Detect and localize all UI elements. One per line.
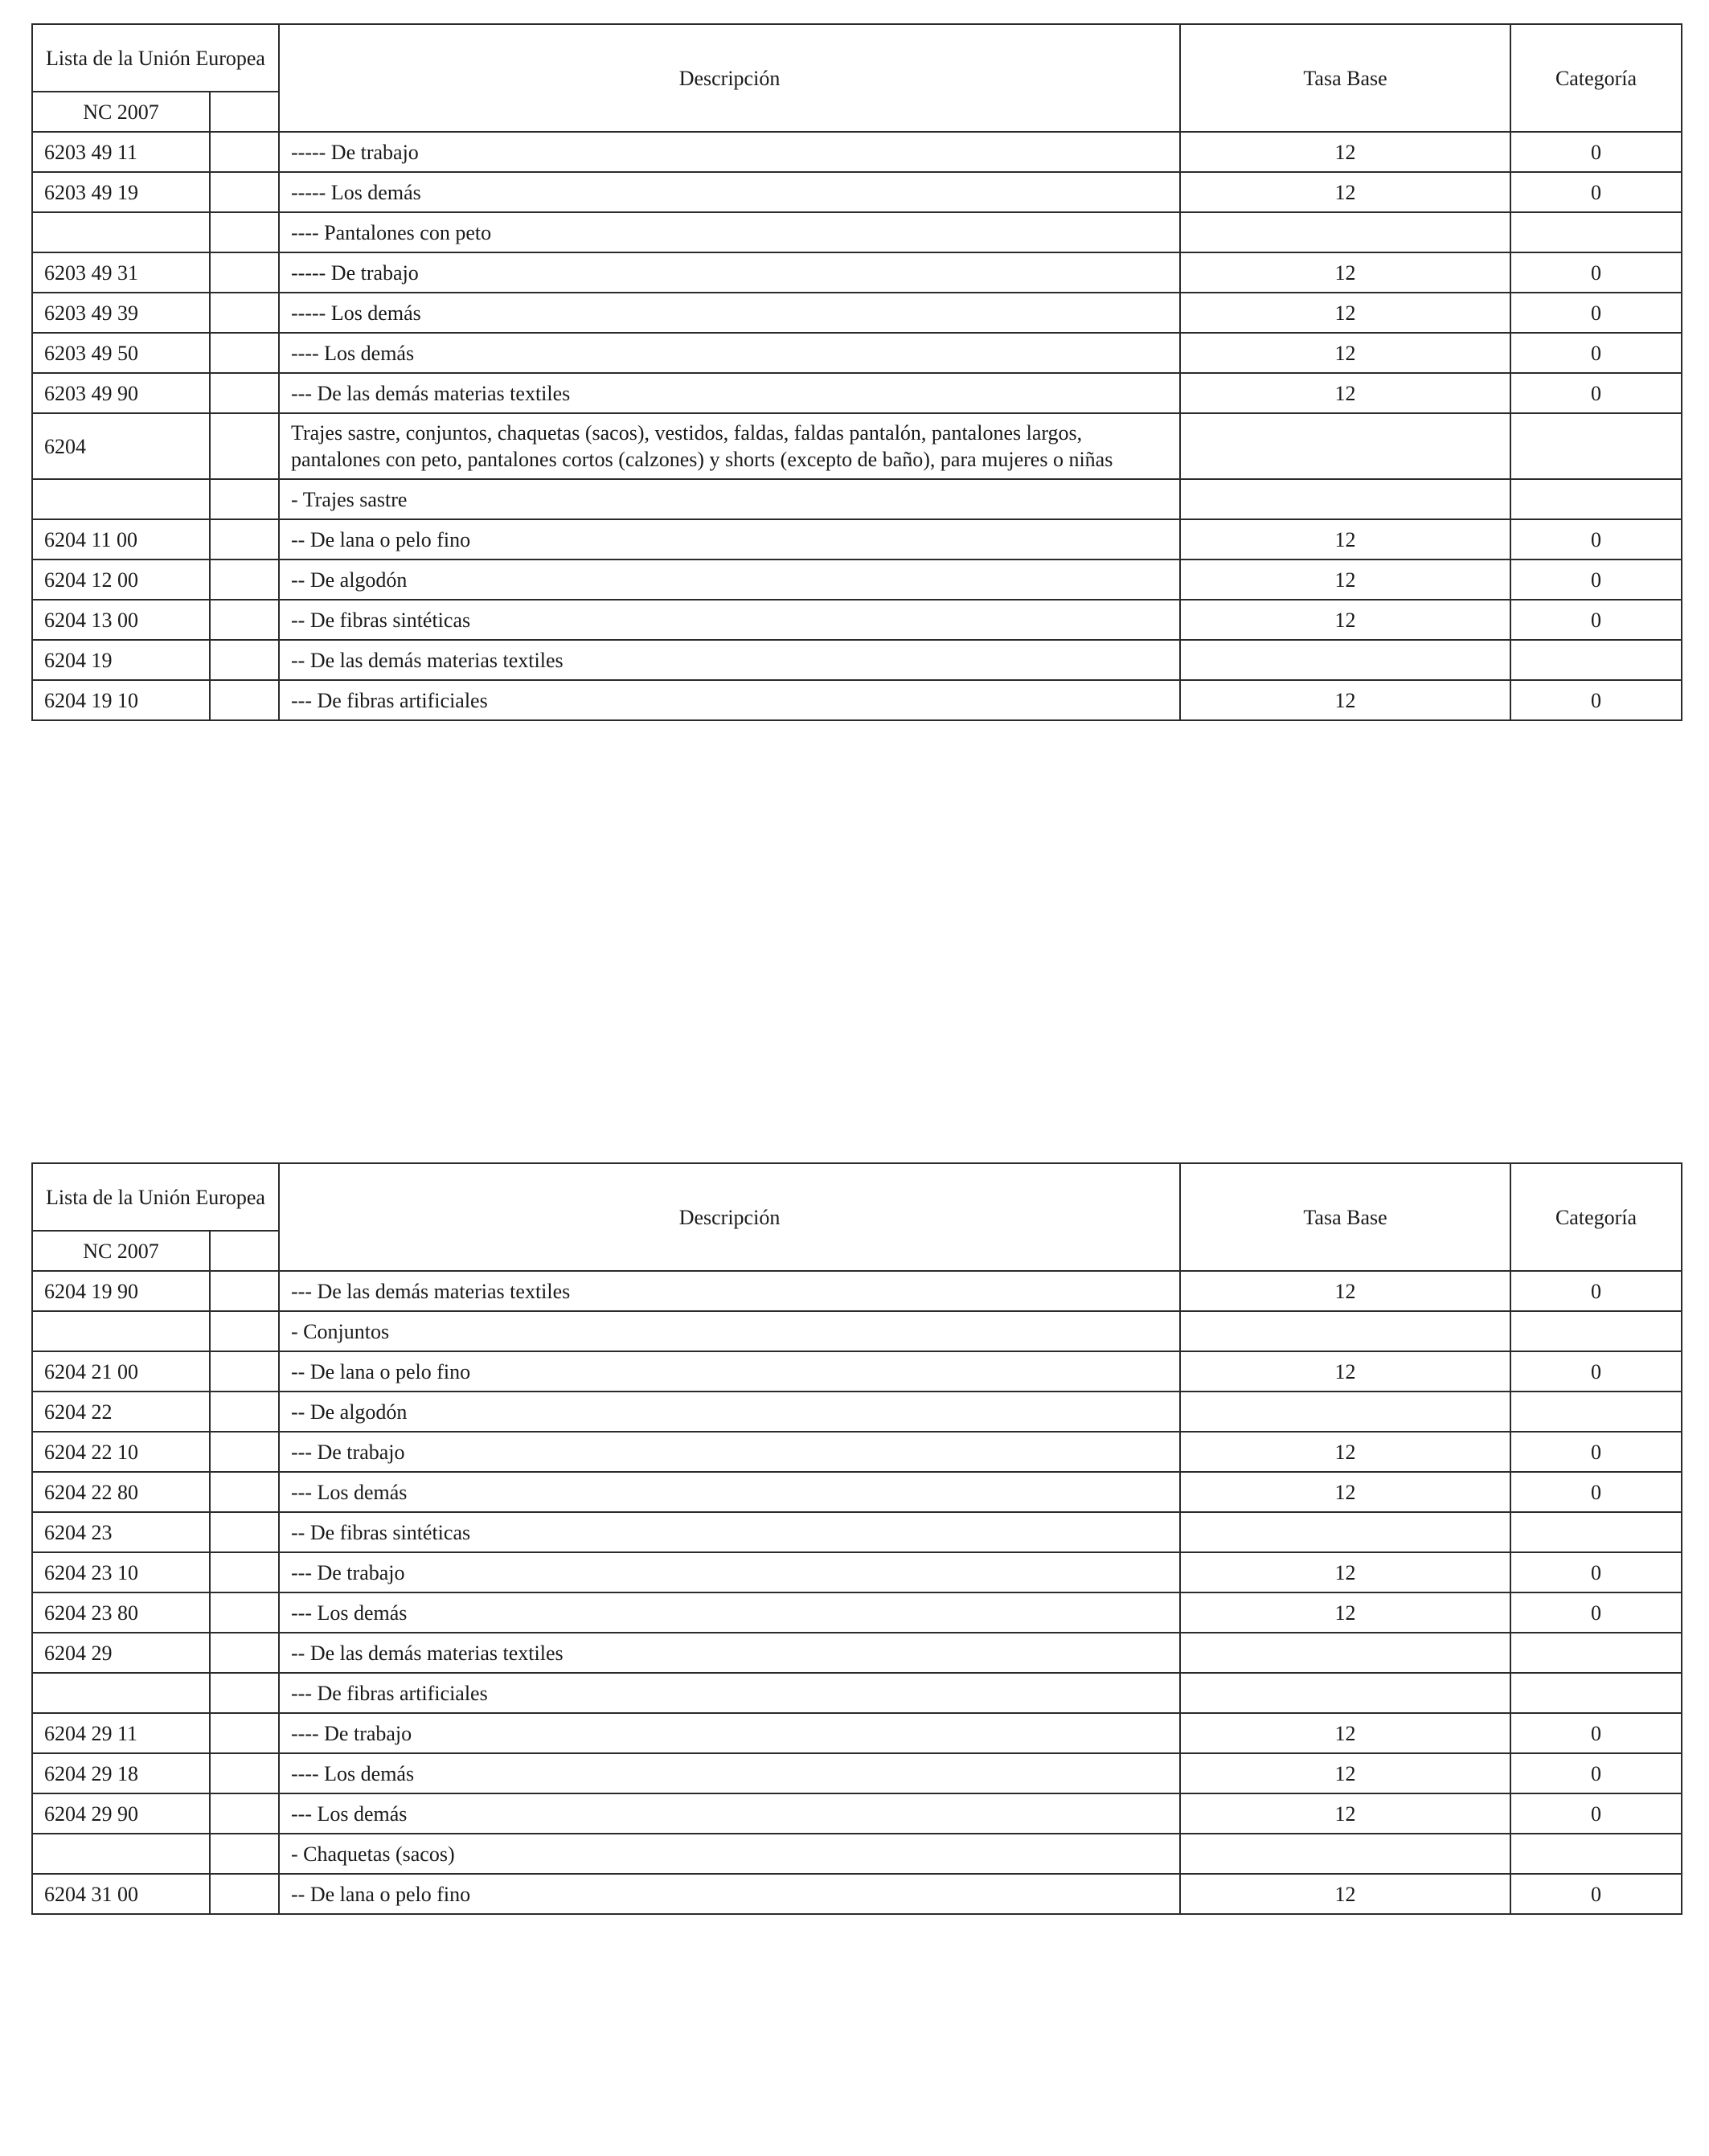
table-row: [32, 373, 1682, 413]
base-rate-cell: [1180, 1311, 1510, 1351]
description-cell: --- Los demás: [279, 1592, 1180, 1633]
table-row: [32, 1392, 1682, 1432]
description-cell: ---- Los demás: [279, 333, 1180, 373]
code-cell: 6204 23 10: [32, 1552, 210, 1592]
description-cell: -- De algodón: [279, 559, 1180, 600]
description-cell: -- De fibras sintéticas: [279, 600, 1180, 640]
base-rate-cell: 12: [1180, 1793, 1510, 1834]
code-cell: 6203 49 90: [32, 373, 210, 413]
base-rate-cell: 12: [1180, 680, 1510, 720]
tariff-table-2: [31, 1162, 1682, 1915]
blank-cell: [210, 600, 279, 640]
description-cell: -- De las demás materias textiles: [279, 640, 1180, 680]
code-cell: 6204 19: [32, 640, 210, 680]
table-row: [32, 1834, 1682, 1874]
header-row: [32, 24, 1682, 92]
table-row: [32, 1271, 1682, 1311]
category-cell: 0: [1510, 559, 1682, 600]
base-rate-cell: [1180, 1673, 1510, 1713]
header-row: [32, 1163, 1682, 1231]
category-cell: 0: [1510, 172, 1682, 212]
header-nc-2007: NC 2007: [32, 92, 210, 132]
table-row: [32, 1673, 1682, 1713]
blank-cell: [210, 212, 279, 252]
table-row: [32, 172, 1682, 212]
description-cell: --- De fibras artificiales: [279, 1673, 1180, 1713]
blank-cell: [210, 132, 279, 172]
code-cell: [32, 1834, 210, 1874]
base-rate-cell: 12: [1180, 252, 1510, 293]
base-rate-cell: [1180, 479, 1510, 519]
table-row: [32, 1472, 1682, 1512]
category-cell: 0: [1510, 132, 1682, 172]
table-row: [32, 1793, 1682, 1834]
base-rate-cell: 12: [1180, 1271, 1510, 1311]
description-cell: --- De trabajo: [279, 1552, 1180, 1592]
blank-cell: [210, 559, 279, 600]
header-blank-cell: [210, 1231, 279, 1271]
header-base-rate: Tasa Base: [1180, 24, 1510, 132]
blank-cell: [210, 172, 279, 212]
category-cell: [1510, 1392, 1682, 1432]
description-cell: ----- Los demás: [279, 293, 1180, 333]
blank-cell: [210, 1351, 279, 1392]
table-row: [32, 132, 1682, 172]
blank-cell: [210, 1874, 279, 1914]
code-cell: 6204 22 10: [32, 1432, 210, 1472]
code-cell: 6204 22 80: [32, 1472, 210, 1512]
category-cell: 0: [1510, 1552, 1682, 1592]
blank-cell: [210, 1271, 279, 1311]
category-cell: [1510, 1633, 1682, 1673]
base-rate-cell: 12: [1180, 1472, 1510, 1512]
blank-cell: [210, 333, 279, 373]
base-rate-cell: [1180, 640, 1510, 680]
blank-cell: [210, 1512, 279, 1552]
category-cell: [1510, 1673, 1682, 1713]
blank-cell: [210, 640, 279, 680]
header-blank-cell: [210, 92, 279, 132]
code-cell: 6204 23: [32, 1512, 210, 1552]
category-cell: 0: [1510, 1713, 1682, 1753]
category-cell: [1510, 1311, 1682, 1351]
description-cell: -- De lana o pelo fino: [279, 1874, 1180, 1914]
base-rate-cell: 12: [1180, 1874, 1510, 1914]
base-rate-cell: 12: [1180, 1432, 1510, 1472]
base-rate-cell: 12: [1180, 333, 1510, 373]
code-cell: 6203 49 39: [32, 293, 210, 333]
table-row: [32, 1753, 1682, 1793]
code-cell: 6204 21 00: [32, 1351, 210, 1392]
blank-cell: [210, 1713, 279, 1753]
description-cell: ---- Pantalones con peto: [279, 212, 1180, 252]
category-cell: 0: [1510, 1874, 1682, 1914]
code-cell: 6204 19 90: [32, 1271, 210, 1311]
code-cell: [32, 1311, 210, 1351]
code-cell: 6203 49 31: [32, 252, 210, 293]
header-description: Descripción: [279, 24, 1180, 132]
base-rate-cell: [1180, 1512, 1510, 1552]
blank-cell: [210, 413, 279, 479]
base-rate-cell: 12: [1180, 1351, 1510, 1392]
base-rate-cell: [1180, 1633, 1510, 1673]
base-rate-cell: [1180, 212, 1510, 252]
category-cell: 0: [1510, 680, 1682, 720]
blank-cell: [210, 479, 279, 519]
blank-cell: [210, 1753, 279, 1793]
category-cell: 0: [1510, 1753, 1682, 1793]
table-row: [32, 1552, 1682, 1592]
header-category: Categoría: [1510, 1163, 1682, 1271]
blank-cell: [210, 1673, 279, 1713]
category-cell: 0: [1510, 1793, 1682, 1834]
code-cell: 6204 29: [32, 1633, 210, 1673]
description-cell: --- Los demás: [279, 1793, 1180, 1834]
table-row: [32, 413, 1682, 479]
blank-cell: [210, 1834, 279, 1874]
base-rate-cell: 12: [1180, 373, 1510, 413]
code-cell: [32, 1673, 210, 1713]
description-cell: ---- Los demás: [279, 1753, 1180, 1793]
header-list-eu: Lista de la Unión Europea: [32, 1163, 279, 1231]
table-row: [32, 1432, 1682, 1472]
table-row: [32, 252, 1682, 293]
code-cell: 6204 29 18: [32, 1753, 210, 1793]
blank-cell: [210, 1392, 279, 1432]
blank-cell: [210, 1552, 279, 1592]
code-cell: [32, 212, 210, 252]
description-cell: ---- De trabajo: [279, 1713, 1180, 1753]
description-cell: ----- De trabajo: [279, 252, 1180, 293]
code-cell: [32, 479, 210, 519]
description-cell: ----- De trabajo: [279, 132, 1180, 172]
category-cell: 0: [1510, 1472, 1682, 1512]
description-cell: -- De fibras sintéticas: [279, 1512, 1180, 1552]
category-cell: 0: [1510, 600, 1682, 640]
table-row: [32, 212, 1682, 252]
category-cell: [1510, 479, 1682, 519]
category-cell: [1510, 1834, 1682, 1874]
table-row: [32, 600, 1682, 640]
table-row: [32, 680, 1682, 720]
table-row: [32, 640, 1682, 680]
code-cell: 6204 19 10: [32, 680, 210, 720]
base-rate-cell: 12: [1180, 1592, 1510, 1633]
code-cell: 6204: [32, 413, 210, 479]
category-cell: [1510, 413, 1682, 479]
base-rate-cell: 12: [1180, 1753, 1510, 1793]
code-cell: 6204 23 80: [32, 1592, 210, 1633]
table-2-body: [32, 1163, 1682, 1914]
code-cell: 6204 22: [32, 1392, 210, 1432]
blank-cell: [210, 373, 279, 413]
table-row: [32, 519, 1682, 559]
code-cell: 6204 29 90: [32, 1793, 210, 1834]
table-row: [32, 1592, 1682, 1633]
category-cell: 0: [1510, 1592, 1682, 1633]
code-cell: 6204 12 00: [32, 559, 210, 600]
header-category: Categoría: [1510, 24, 1682, 132]
header-base-rate: Tasa Base: [1180, 1163, 1510, 1271]
description-cell: --- De trabajo: [279, 1432, 1180, 1472]
table-row: [32, 333, 1682, 373]
table-row: [32, 479, 1682, 519]
description-cell: --- Los demás: [279, 1472, 1180, 1512]
category-cell: [1510, 640, 1682, 680]
category-cell: 0: [1510, 293, 1682, 333]
description-cell: - Trajes sastre: [279, 479, 1180, 519]
category-cell: 0: [1510, 519, 1682, 559]
base-rate-cell: 12: [1180, 1713, 1510, 1753]
blank-cell: [210, 1432, 279, 1472]
base-rate-cell: [1180, 413, 1510, 479]
description-cell: -- De algodón: [279, 1392, 1180, 1432]
description-cell: --- De las demás materias textiles: [279, 1271, 1180, 1311]
description-cell: -- De lana o pelo fino: [279, 1351, 1180, 1392]
description-cell: --- De fibras artificiales: [279, 680, 1180, 720]
table-row: [32, 1874, 1682, 1914]
base-rate-cell: [1180, 1834, 1510, 1874]
blank-cell: [210, 1592, 279, 1633]
category-cell: [1510, 212, 1682, 252]
tariff-table-1: [31, 23, 1682, 721]
header-list-eu: Lista de la Unión Europea: [32, 24, 279, 92]
description-cell: --- De las demás materias textiles: [279, 373, 1180, 413]
blank-cell: [210, 1311, 279, 1351]
code-cell: 6204 29 11: [32, 1713, 210, 1753]
category-cell: 0: [1510, 1351, 1682, 1392]
header-description: Descripción: [279, 1163, 1180, 1271]
base-rate-cell: 12: [1180, 1552, 1510, 1592]
blank-cell: [210, 1793, 279, 1834]
header-nc-2007: NC 2007: [32, 1231, 210, 1271]
code-cell: 6203 49 19: [32, 172, 210, 212]
code-cell: 6204 13 00: [32, 600, 210, 640]
table-1-body: [32, 24, 1682, 720]
category-cell: 0: [1510, 1271, 1682, 1311]
table-row: [32, 1512, 1682, 1552]
category-cell: 0: [1510, 252, 1682, 293]
description-cell: -- De lana o pelo fino: [279, 519, 1180, 559]
table-row: [32, 559, 1682, 600]
description-cell: - Chaquetas (sacos): [279, 1834, 1180, 1874]
category-cell: 0: [1510, 373, 1682, 413]
category-cell: 0: [1510, 333, 1682, 373]
base-rate-cell: 12: [1180, 172, 1510, 212]
base-rate-cell: 12: [1180, 559, 1510, 600]
table-row: [32, 1311, 1682, 1351]
category-cell: [1510, 1512, 1682, 1552]
table-row: [32, 1351, 1682, 1392]
description-cell: -- De las demás materias textiles: [279, 1633, 1180, 1673]
base-rate-cell: 12: [1180, 600, 1510, 640]
blank-cell: [210, 1472, 279, 1512]
description-cell: ----- Los demás: [279, 172, 1180, 212]
blank-cell: [210, 680, 279, 720]
description-cell: - Conjuntos: [279, 1311, 1180, 1351]
table-row: [32, 1633, 1682, 1673]
base-rate-cell: 12: [1180, 132, 1510, 172]
blank-cell: [210, 519, 279, 559]
table-row: [32, 1713, 1682, 1753]
base-rate-cell: 12: [1180, 293, 1510, 333]
blank-cell: [210, 1633, 279, 1673]
base-rate-cell: [1180, 1392, 1510, 1432]
code-cell: 6203 49 11: [32, 132, 210, 172]
description-cell: Trajes sastre, conjuntos, chaquetas (sacos), vestidos, faldas, faldas pantalón, pantalones largos, pantalones con peto, pantalones cortos (calzones) y shorts (excepto de baño), para mujeres o niñas: [279, 413, 1180, 479]
base-rate-cell: 12: [1180, 519, 1510, 559]
code-cell: 6204 11 00: [32, 519, 210, 559]
blank-cell: [210, 293, 279, 333]
code-cell: 6204 31 00: [32, 1874, 210, 1914]
blank-cell: [210, 252, 279, 293]
category-cell: 0: [1510, 1432, 1682, 1472]
code-cell: 6203 49 50: [32, 333, 210, 373]
table-row: [32, 293, 1682, 333]
